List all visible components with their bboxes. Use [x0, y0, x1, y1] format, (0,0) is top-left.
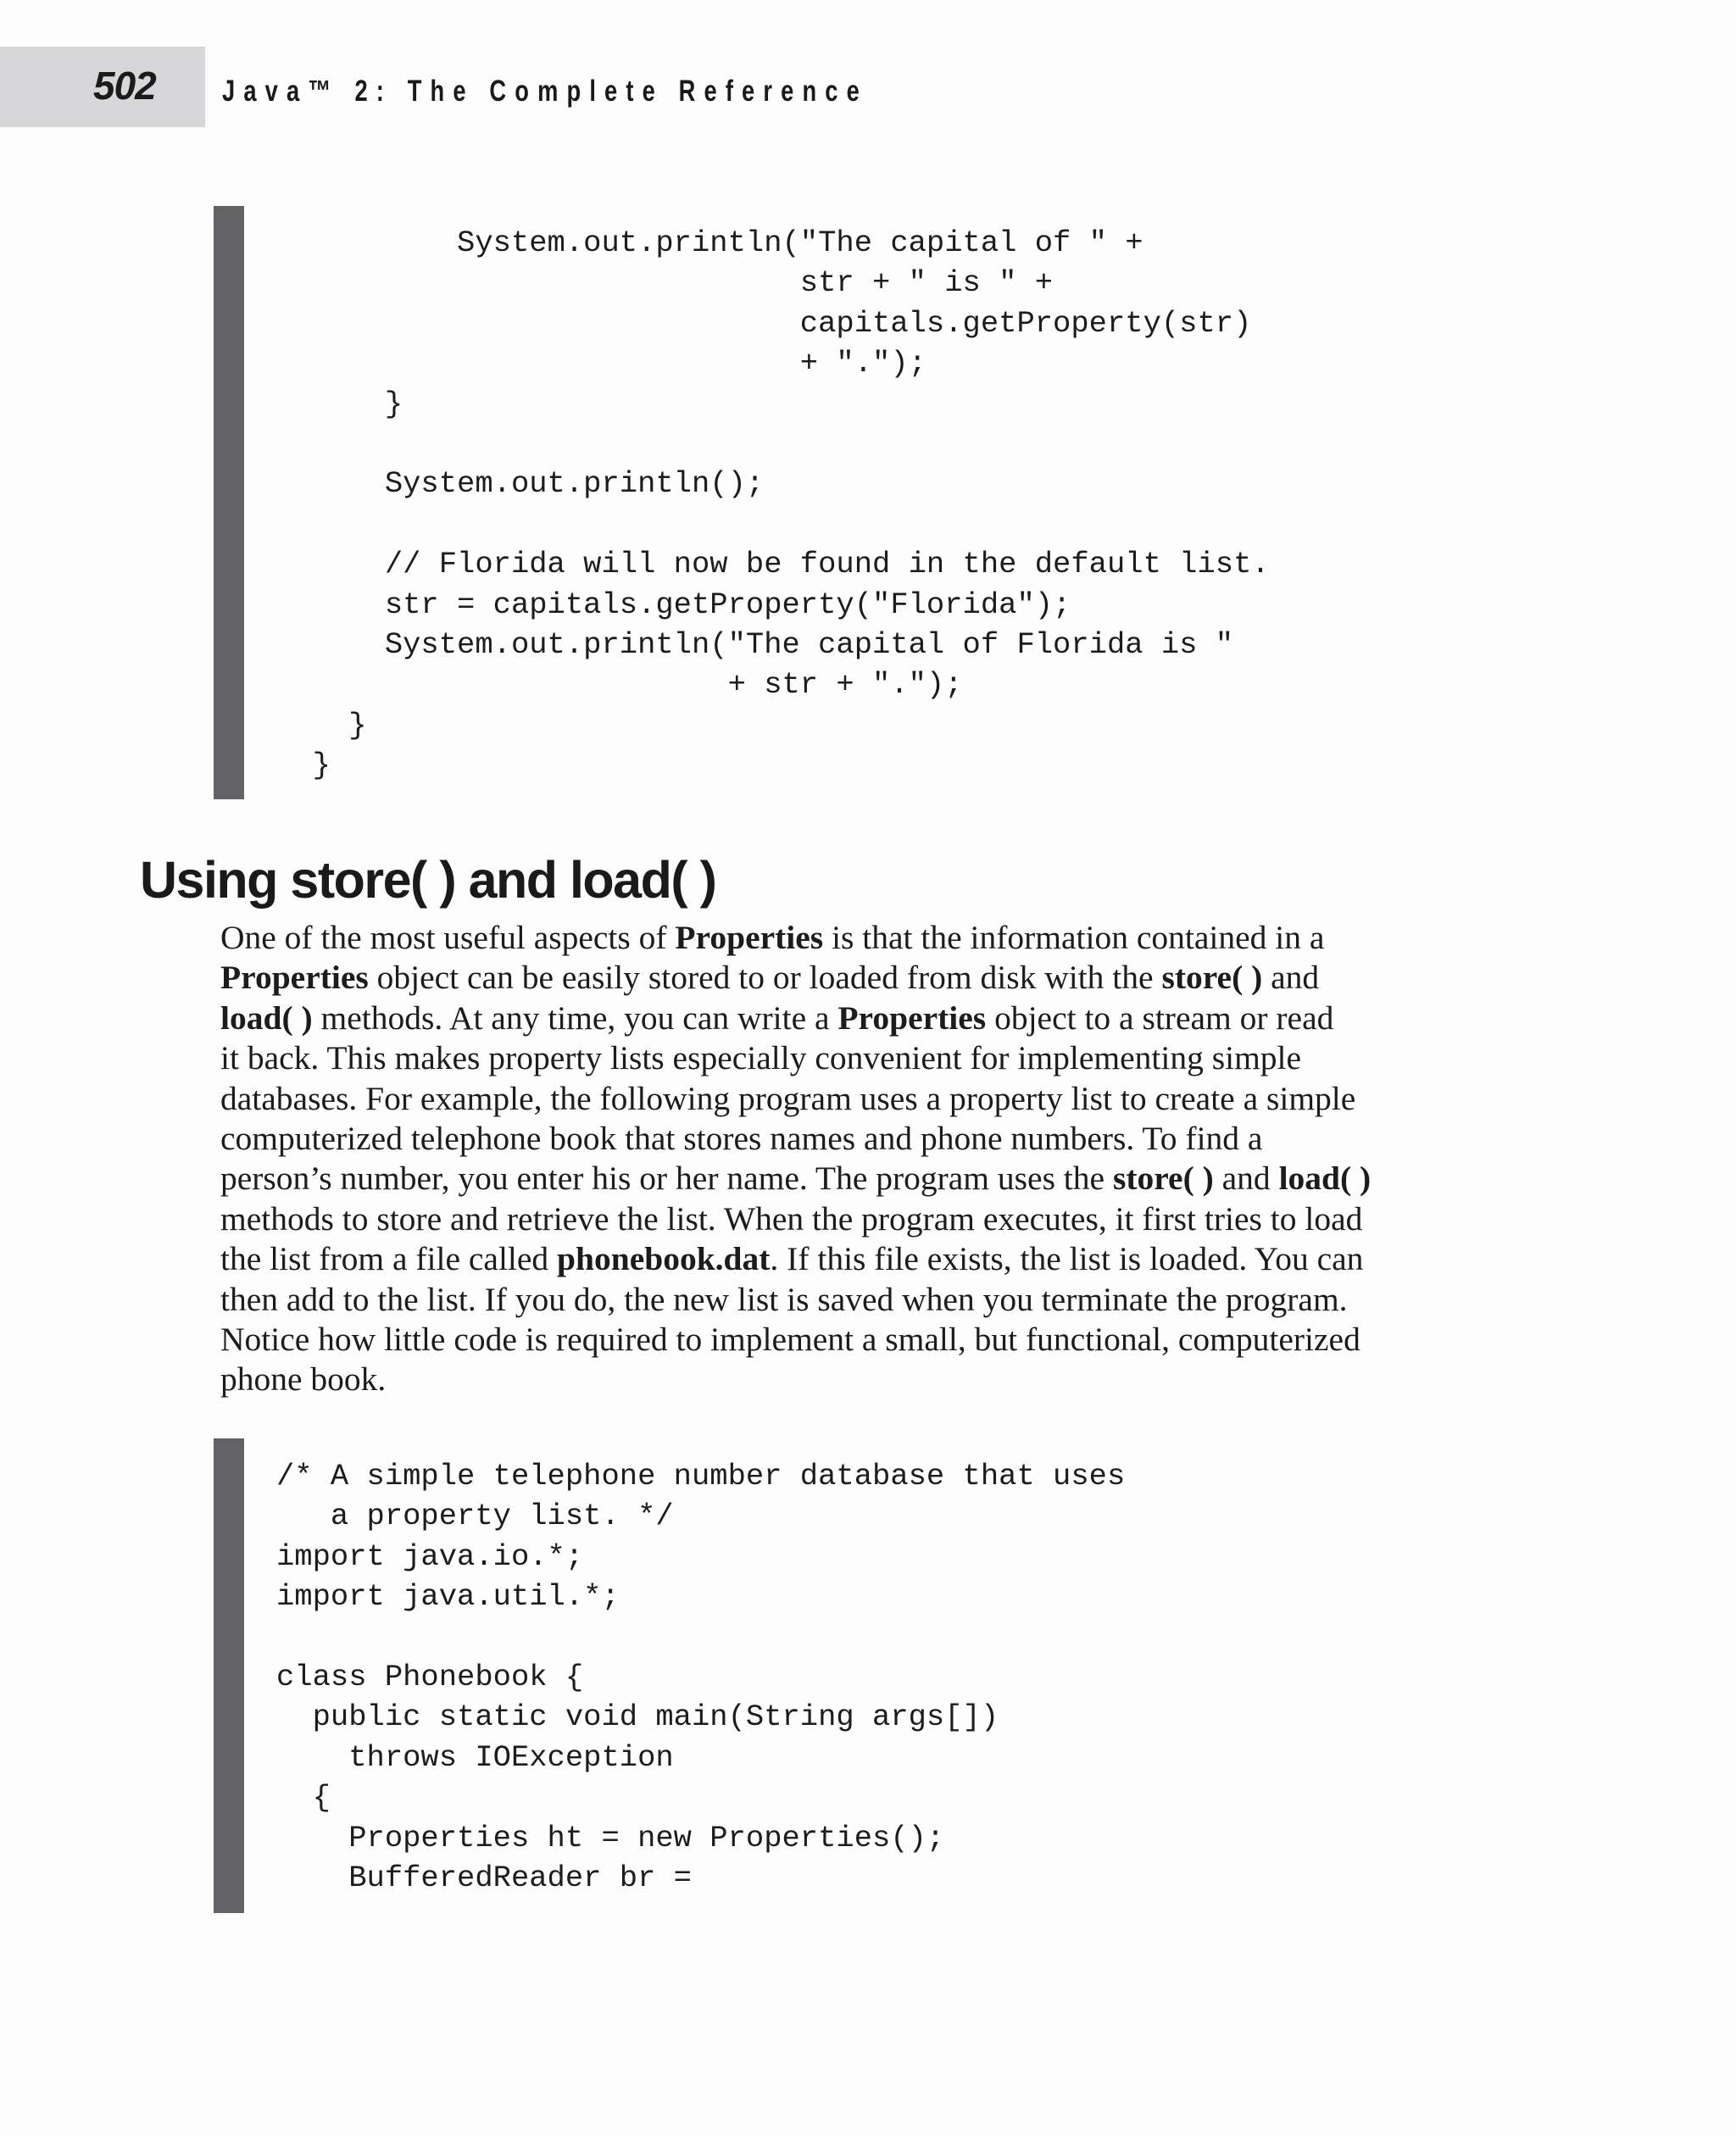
- paragraph-line: [220, 998, 1492, 1038]
- section-heading: Using store( ) and load( ): [140, 851, 716, 909]
- bold-term: Properties: [837, 998, 987, 1037]
- paragraph-line: [220, 918, 1492, 958]
- code-listing-text: /* A simple telephone number database that uses a property list. */ import java.io.*; import java.util.*; class Phonebook { public static void main(String args[]) throws IOException { Properties ht = new Properties(); BufferedReader br =: [276, 1459, 1126, 1896]
- bold-term: Properties: [220, 959, 369, 997]
- page-number: 502: [93, 64, 156, 108]
- text-run: . If this file exists, the list is loaded. You can: [770, 1240, 1364, 1278]
- paragraph-line: [220, 1119, 1492, 1159]
- paragraph-line: [220, 1199, 1492, 1239]
- bold-term: load( ): [220, 998, 313, 1037]
- text-run: databases. For example, the following program uses a property list to create a simple: [220, 1079, 1356, 1117]
- body-paragraph: [220, 918, 1492, 1400]
- text-run: the list from a file called: [220, 1240, 558, 1278]
- running-title: Java™ 2: The Complete Reference: [222, 75, 868, 108]
- text-run: methods. At any time, you can write a: [312, 998, 838, 1037]
- text-run: it back. This makes property lists especially convenient for implementing simple: [220, 1039, 1302, 1077]
- text-run: object can be easily stored to or loaded from disk with the: [368, 959, 1162, 997]
- bold-term: phonebook.dat: [557, 1240, 771, 1278]
- text-run: One of the most useful aspects of: [220, 919, 676, 956]
- code-listing-text: System.out.println("The capital of " + str + " is " + capitals.getProperty(str) + "."); } System.out.println(); // Florida will now be found in the default list. str = capitals.getProperty("Florida"); System.out.println("The capital of Florida is " + str + "."); } }: [312, 225, 1270, 783]
- text-run: and: [1262, 959, 1320, 997]
- paragraph-line: [220, 1320, 1492, 1360]
- text-run: person’s number, you enter his or her name. The program uses the: [220, 1160, 1113, 1198]
- text-run: and: [1213, 1160, 1279, 1198]
- paragraph-line: [220, 1079, 1492, 1119]
- paragraph-line: [220, 1239, 1492, 1279]
- bold-term: store( ): [1112, 1160, 1214, 1198]
- code-margin-bar: [214, 206, 244, 799]
- text-run: phone book.: [220, 1360, 387, 1399]
- paragraph-line: [220, 1038, 1492, 1078]
- text-run: computerized telephone book that stores names and phone numbers. To find a: [220, 1120, 1263, 1158]
- paragraph-line: [220, 1159, 1492, 1199]
- text-run: object to a stream or read: [986, 998, 1334, 1037]
- bold-term: load( ): [1278, 1160, 1372, 1198]
- bold-term: store( ): [1161, 959, 1263, 997]
- code-listing-phonebook: [214, 1438, 1485, 1913]
- text-run: Notice how little code is required to implement a small, but functional, computerized: [220, 1321, 1360, 1359]
- paragraph-line: [220, 958, 1492, 998]
- text-run: then add to the list. If you do, the new list is saved when you terminate the program.: [220, 1280, 1348, 1318]
- paragraph-line: [220, 1360, 1492, 1399]
- code-listing-continued: [214, 206, 1485, 799]
- paragraph-line: [220, 1280, 1492, 1320]
- code-margin-bar: [214, 1438, 244, 1913]
- text-run: is that the information contained in a: [823, 919, 1325, 956]
- text-run: methods to store and retrieve the list. When the program executes, it first tries to load: [220, 1199, 1363, 1238]
- bold-term: Properties: [675, 919, 824, 956]
